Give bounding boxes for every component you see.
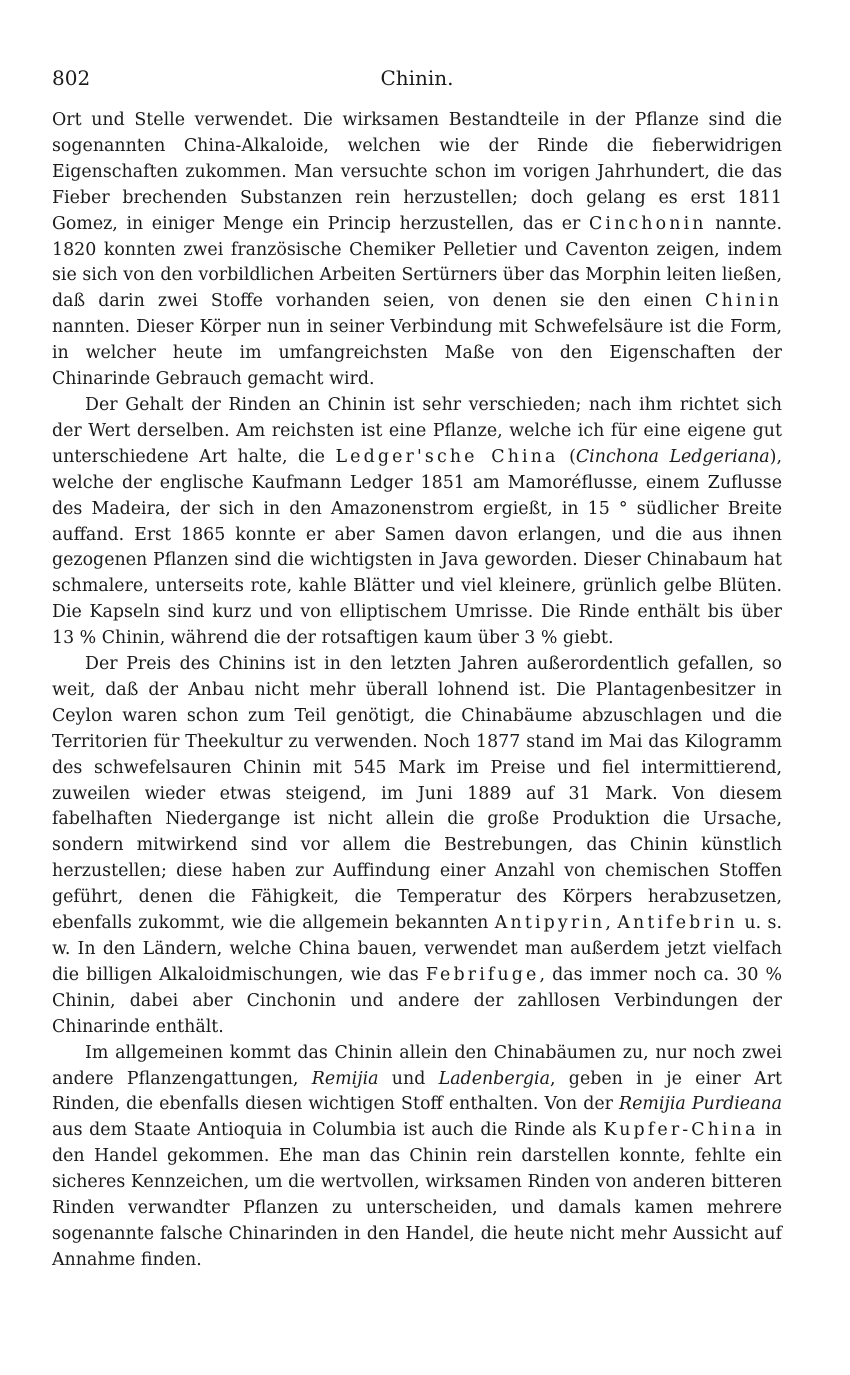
text-run: Ort und Stelle verwendet. Die wirksamen Bestandteile in der Pflanze sind die sogenannten China-Alkaloide, welchen wie der Rinde die fieberwidrigen Eigenschaften zukommen. Man versuchte schon im vorigen Jahrhundert, die das Fieber brechenden Substanzen rein herzustellen; doch gelang es erst 1811 Gomez, in einiger Menge ein Princip herzustellen, das er: [52, 110, 782, 234]
text-run: (: [558, 446, 576, 467]
text-run: und: [378, 1068, 439, 1089]
body-text: [52, 108, 782, 1274]
paragraph-2: [52, 393, 782, 652]
running-title: Chinin.: [380, 66, 454, 90]
book-page: [52, 66, 782, 1274]
spaced-term: Antipyrin: [494, 913, 606, 934]
paragraph-4: [52, 1041, 782, 1274]
text-run: Der Gehalt der Rinden an Chinin ist sehr verschieden; nach ihm richtet sich der Wert derselben. Am reichsten ist eine Pflanze, welche ich für eine eigene gut unterschiedene Art halte, die: [52, 394, 782, 467]
text-run: ), welche der englische Kaufmann Ledger 1851 am Mamoréflusse, einem Zuflusse des Madeira, der sich in den Amazonenstrom ergießt, in 15 ° südlicher Breite auffand. Erst 1865 konnte er aber Samen davon erlangen, und die aus ihnen gezogenen Pflanzen sind die wichtigsten in Java geworden. Dieser Chinabaum hat schmalere, unterseits rote, kahle Blätter und viel kleinere, grünlich gelbe Blüten. Die Kapseln sind kurz und von elliptischem Umrisse. Die Rinde enthält bis über 13 % Chinin, während die der rotsaftigen kaum über 3 % giebt.: [52, 446, 782, 649]
latin-name: Ladenbergia: [438, 1068, 550, 1089]
latin-name: Remijia Purdieana: [619, 1094, 782, 1115]
latin-name: Cinchona Ledgeriana: [575, 446, 770, 467]
text-run: Der Preis des Chinins ist in den letzten Jahren außerordentlich gefallen, so weit, daß der Anbau nicht mehr überall lohnend ist. Die Plantagenbesitzer in Ceylon waren schon zum Teil genötigt, die Chinabäume abzuschlagen und die Territorien für Theekultur zu verwenden. Noch 1877 stand im Mai das Kilogramm des schwefelsauren Chinin mit 545 Mark im Preise und fiel intermittierend, zuweilen wieder etwas steigend, im Juni 1889 auf 31 Mark. Von diesem fabelhaften Niedergange ist nicht allein die große Produktion die Ursache, sondern mitwirkend sind vor allem die Bestrebungen, das Chinin künstlich herzustellen; diese haben zur Auffindung einer Anzahl von chemischen Stoffen geführt, denen die Fähigkeit, die Temperatur des Körpers herabzusetzen, ebenfalls zukommt, wie die allgemein bekannten: [52, 654, 782, 934]
spaced-term: Febrifuge: [425, 964, 540, 985]
paragraph-1: [52, 108, 782, 393]
text-run: aus dem Staate Antioquia in Columbia ist auch die Rinde als: [52, 1120, 604, 1141]
text-run: nannte. 1820 konnten zwei französische Chemiker Pelletier und Caventon zeigen, indem sie sich von den vorbildlichen Arbeiten Sertürners über das Morphin leiten ließen, daß darin zwei Stoffe vorhanden seien, von denen sie den einen: [52, 213, 782, 312]
latin-name: Remijia: [311, 1068, 379, 1089]
text-run: ,: [605, 913, 618, 934]
spaced-term: Ledger'sche China: [335, 446, 559, 467]
paragraph-3: [52, 652, 782, 1041]
text-run: , geben in je einer Art Rinden, die ebenfalls diesen wichtigen Stoff enthalten. Von der: [52, 1068, 782, 1115]
text-run: in den Handel gekommen. Ehe man das Chinin rein darstellen konnte, fehlte ein sicheres Kennzeichen, um die wertvollen, wirksamen Rinden von anderen bitteren Rinden verwandter Pflanzen zu unterscheiden, und damals kamen mehrere sogenannte falsche Chinarinden in den Handel, die heute nicht mehr Aussicht auf Annahme finden.: [52, 1120, 782, 1270]
spaced-term: Kupfer-China: [603, 1120, 759, 1141]
text-run: Im allgemeinen kommt das Chinin allein den Chinabäumen zu, nur noch zwei andere Pflanzengattungen,: [52, 1042, 782, 1089]
text-run: u. s. w. In den Ländern, welche China bauen, verwendet man außerdem jetzt vielfach die billigen Alkaloidmischungen, wie das: [52, 913, 783, 985]
page-header: [52, 66, 782, 96]
spaced-term: Cinchonin: [588, 213, 707, 234]
text-run: nannten. Dieser Körper nun in seiner Verbindung mit Schwefelsäure ist die Form, in welcher heute im umfangreichsten Maße von den Eigenschaften der Chinarinde Gebrauch gemacht wird.: [52, 317, 782, 390]
spaced-term: Chinin: [705, 291, 782, 312]
spaced-term: Antifebrin: [617, 913, 738, 934]
text-run: , das immer noch ca. 30 % Chinin, dabei aber Cinchonin und andere der zahllosen Verbindungen der Chinarinde enthält.: [52, 964, 782, 1037]
page-number: 802: [52, 66, 91, 90]
